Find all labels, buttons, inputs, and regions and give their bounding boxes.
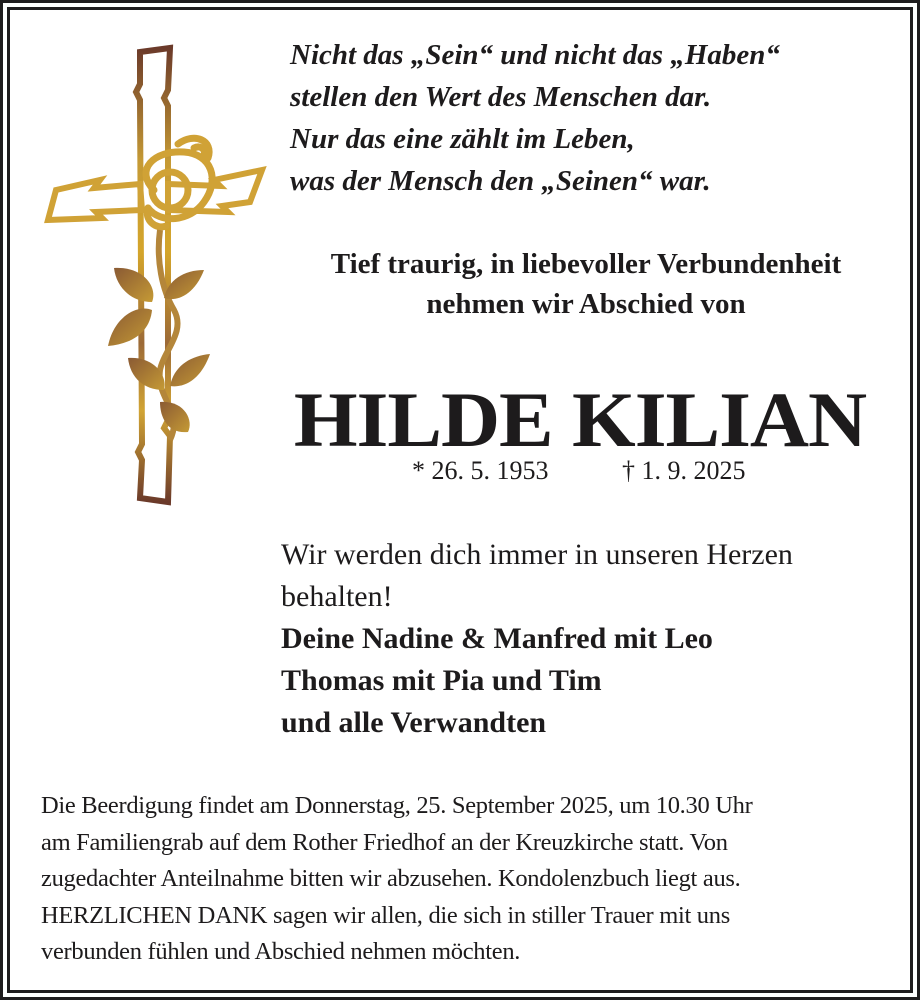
funeral-line: Die Beerdigung findet am Donnerstag, 25. September 2025, um 10.30 Uhr xyxy=(41,792,753,819)
funeral-line: am Familiengrab auf dem Rother Friedhof an der Kreuzkirche statt. Von xyxy=(41,828,728,856)
birth-date: * 26. 5. 1953 xyxy=(412,456,549,485)
mourner-line: Deine Nadine & Manfred mit Leo xyxy=(281,622,713,655)
intro-line: nehmen wir Abschied von xyxy=(426,288,746,320)
funeral-notice xyxy=(41,788,891,971)
closing-message-line: Wir werden dich immer in unseren Herzen xyxy=(281,538,793,571)
mourner-line: und alle Verwandten xyxy=(281,706,547,739)
closing-section xyxy=(281,534,881,744)
funeral-line: verbunden fühlen und Abschied nehmen möchten. xyxy=(41,938,521,965)
death-date: † 1. 9. 2025 xyxy=(622,456,746,485)
funeral-line: zugedachter Anteilnahme bitten wir abzusehen. Kondolenzbuch liegt aus. xyxy=(41,865,741,892)
closing-message-line: behalten! xyxy=(281,580,393,613)
poem-line: was der Mensch den „Seinen“ war. xyxy=(290,165,711,197)
intro-text xyxy=(280,244,892,324)
poem-line: Nicht das „Sein“ und nicht das „Haben“ xyxy=(290,39,780,71)
poem xyxy=(290,34,890,202)
mourner-line: Thomas mit Pia und Tim xyxy=(281,664,602,697)
poem-line: Nur das eine zählt im Leben, xyxy=(290,123,635,155)
intro-line: Tief traurig, in liebevoller Verbundenheit xyxy=(330,248,842,280)
deceased-name: HILDE KILIAN xyxy=(293,376,867,463)
poem-line: stellen den Wert des Menschen dar. xyxy=(290,81,712,113)
funeral-line: HERZLICHEN DANK sagen wir allen, die sich in stiller Trauer mit uns xyxy=(41,901,730,929)
cross-with-rose-icon xyxy=(44,40,268,506)
